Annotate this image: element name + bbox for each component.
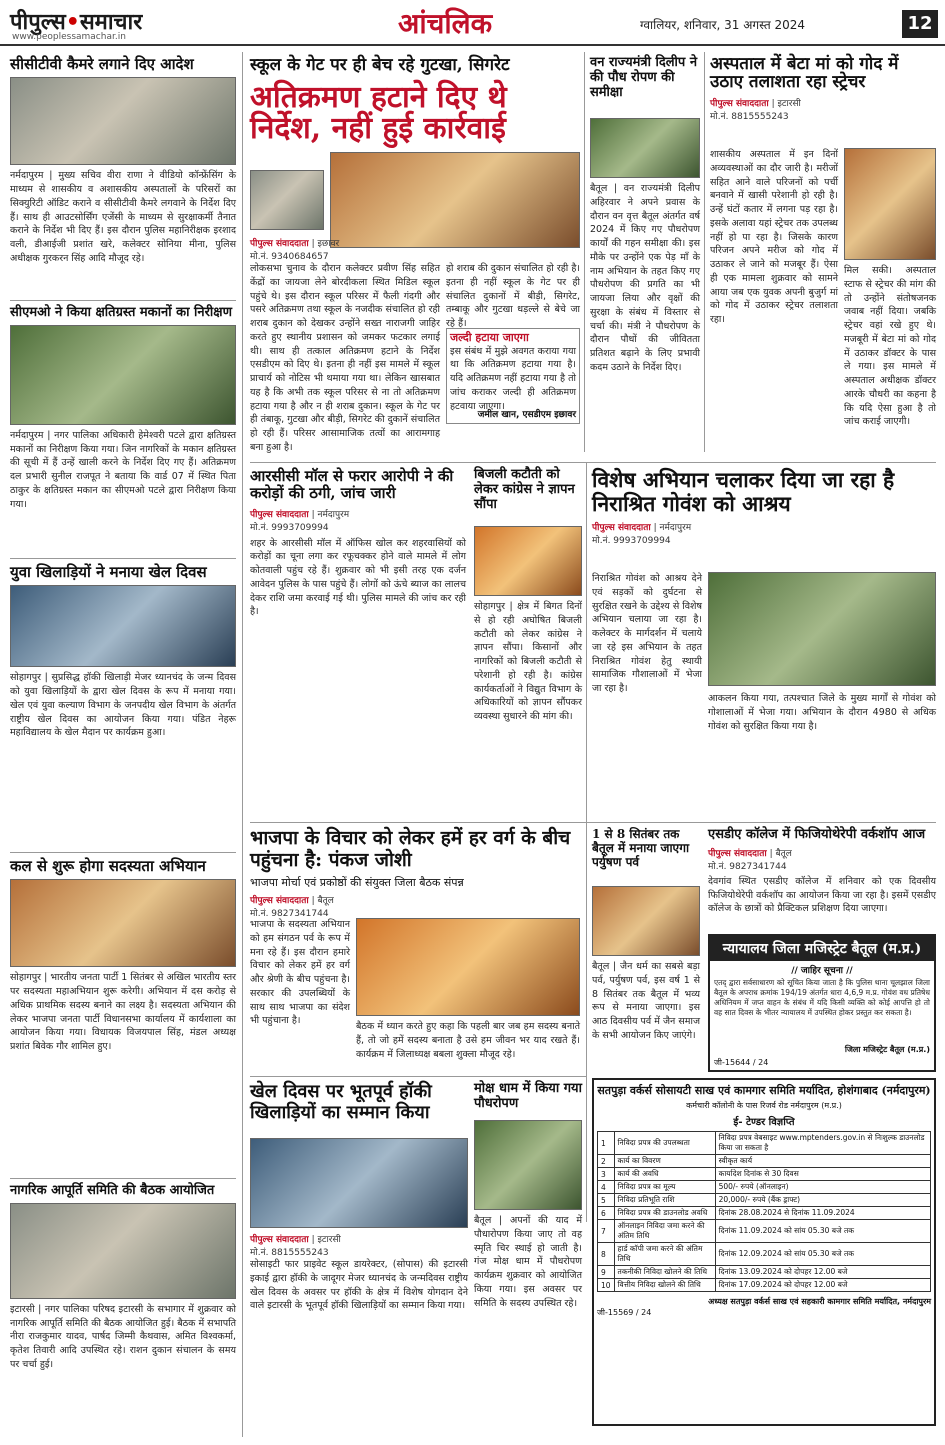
- story-moksh-dham: [474, 1082, 582, 1112]
- story-bjp-pankaj-joshi: [250, 828, 580, 919]
- story-body: सोहागपुर | क्षेत्र में बिगत दिनों से हो रही अघोषित बिजली कटौती को लेकर कांग्रेस ने ज्ञापन सौंपा। किसानों और नागरिकों को बिजली कटौती से परेशानी हो रही है। कांग्रेस कार्यकर्ताओं ने विद्युत विभाग के अधिकारियों को ज्ञापन सौंपकर व्यवस्था सुधारने की मांग की।: [474, 601, 582, 723]
- story-body: शहर के आरसीसी मॉल में ऑफिस खोल कर शहरवासियों को करोड़ों का चूना लगा कर रफूचक्कर होने वाले मामले में लोग कोतवाली पहुंच रहे हैं। शुक्रवार को भी इसी तरह एक दर्जन आवेदन पुलिस के पास पहुंचे हैं। लोगों को ऊंचे ब्याज का लालच देकर राशि जमा करवाई गई थी। पुलिस मामले की जांच कर रही है।: [250, 537, 466, 618]
- headline: युवा खिलाड़ियों ने मनाया खेल दिवस: [10, 563, 207, 581]
- tender-cell: 1: [598, 1132, 615, 1155]
- court-notice: [708, 934, 936, 1072]
- subheadline: भाजपा मोर्चा एवं प्रकोष्ठों की संयुक्त जिला बैठक संपन्न: [250, 875, 464, 889]
- column-rule: [242, 52, 243, 1437]
- headline: बिजली कटौती को लेकर कांग्रेस ने ज्ञापन सौंपा: [474, 467, 575, 512]
- headline: एसडीए कॉलेज में फिजियोथेरेपी वर्कशॉप आज: [708, 827, 926, 842]
- dateline: ग्वालियर, शनिवार, 31 अगस्त 2024: [640, 18, 806, 32]
- photo-minister: [590, 118, 700, 178]
- notice-subtitle: // जाहिर सूचना //: [791, 966, 853, 976]
- story-sports-day: [10, 564, 236, 831]
- tender-cell: 10: [598, 1279, 615, 1292]
- page-number: 12: [902, 10, 938, 38]
- photo-bjp-stage: [356, 918, 580, 1016]
- masthead: [0, 0, 945, 46]
- notice-ref: जी-15644 / 24: [714, 1058, 769, 1067]
- tender-notice: [592, 1078, 936, 1426]
- divider: [10, 558, 236, 559]
- byline: पीपुल्स संवाददाता | नर्मदापुरम मो.नं. 9993709994: [250, 509, 350, 533]
- quote-headline: जल्दी हटाया जाएगा: [450, 331, 529, 344]
- photo-hockey-team: [250, 1138, 468, 1228]
- divider: [250, 822, 936, 823]
- story-body: शासकीय अस्पताल में इन दिनों अव्यवस्थाओं का दौर जारी है। मरीजों सहित आने वाले परिजनों को पर्ची बनवाने में खासी परेशानी हो रही है। उन्हें घंटों कतार में लगना पड़ रहा है। इसके अलावा यहां स्ट्रेचर तक उपलब्ध नहीं हो पा रहा है। जिसके कारण परिजन अपने मरीज को गोद में उठाकर ले जाने को मजबूर हैं। ऐसा ही एक मामला शुक्रवार को सामने आया जब एक युवक अपनी बुजुर्ग मां को गोद में उठाकर स्ट्रेचर तलाशता रहा।: [710, 149, 838, 326]
- tender-cell: कार्य का विवरण: [614, 1155, 715, 1168]
- story-rcc-mall-fraud: [250, 468, 466, 777]
- notice-signature: जिला मजिस्ट्रेट बैतूल (म.प्र.): [844, 1045, 930, 1054]
- photo-son-carrying-mother: [844, 148, 936, 260]
- tender-cell: 7: [598, 1220, 615, 1243]
- byline: पीपुल्स संवाददाता | बैतूल मो.नं. 9827341744: [708, 848, 792, 872]
- tender-cell: 500/- रुपये (ऑनलाइन): [715, 1181, 930, 1194]
- tender-notice-type: ई- टेण्डर विज्ञप्ति: [733, 1117, 795, 1128]
- photo-congress-memo: [474, 526, 582, 596]
- story-body-continued: मिल सकी। अस्पताल स्टाफ से स्ट्रेचर की मांग की तो उन्होंने संतोषजनक जवाब नहीं दिया। जबकि स्ट्रेचर वहां रखे हुए थे। मजबूरी में बेटा मां को गोद में उठाकर डॉक्टर के पास ले गया। इस मामले में अस्पताल अधीक्षक डॉक्टर आरके चौधरी का कहना है कि यदि ऐसा हुआ है तो जांच कराई जाएगी।: [844, 265, 936, 428]
- headline: आरसीसी मॉल से फरार आरोपी ने की करोड़ों की ठगी, जांच जारी: [250, 467, 454, 503]
- story-membership: [10, 858, 236, 1167]
- tender-cell: 20,000/- रुपये (बैंक ड्राफ्ट): [715, 1194, 930, 1207]
- tender-cell: 8: [598, 1243, 615, 1266]
- headline: कल से शुरू होगा सदस्यता अभियान: [10, 857, 206, 875]
- story-body: नर्मदापुरम | नगर पालिका अधिकारी हेमेश्वरी पटले द्वारा क्षतिग्रस्त मकानों का निरीक्षण किया गया। जिन नागरिकों के मकान क्षतिग्रस्त की सूची में हैं उन्हें खाली करने के निर्देश दिए गए हैं। अतिक्रमण दल प्रभारी सुनील राजपूत ने बताया कि वार्ड 07 में स्थित पिता ठाकुर के क्षतिग्रस्त मकान का सीएमओ पटले द्वारा निरीक्षण किया गया।: [10, 429, 236, 510]
- tender-row: [598, 1168, 931, 1181]
- divider: [10, 852, 236, 853]
- lead-headline: अतिक्रमण हटाने दिए थे निर्देश, नहीं हुई कार्रवाई: [250, 79, 507, 147]
- tender-address: कर्मचारी कॉलोनी के पास रिजर्व रोड नर्मदापुरम (म.प्र.): [686, 1101, 842, 1110]
- byline: पीपुल्स संवाददाता | इटारसी मो.नं. 8815555243: [250, 1235, 341, 1258]
- tender-row: [598, 1243, 931, 1266]
- story-body: बैतूल | जैन धर्म का सबसे बड़ा पर्व, पर्युषण पर्व, इस वर्ष 1 से 8 सितंबर तक बैतूल में भव्य रूप से मनाया जाएगा। इस आठ दिवसीय पर्व में जैन समाज के सभी आयोजन किए जाएंगे।: [592, 961, 700, 1041]
- tender-cell: 6: [598, 1207, 615, 1220]
- tender-row: [598, 1220, 931, 1243]
- headline: 1 से 8 सितंबर तक बैतूल में मनाया जाएगा पर्युषण पर्व: [592, 827, 690, 869]
- story-body: सोहागपुर | भारतीय जनता पार्टी 1 सितंबर से अखिल भारतीय स्तर पर सदस्यता महाअभियान शुरू करेगी। अभियान में दस करोड़ से अधिक प्राथमिक सदस्य बनाने का लक्ष्य है। सदस्यता अभियान की लेकर भाजपा जनता पार्टी विधानसभा कार्यालय में कार्यशाला का आयोजन किया गया। विधायक विजयपाल सिंह, मंडल अध्यक्ष प्रशांत बिवेक गौर शामिल हुए।: [10, 972, 236, 1053]
- headline: वन राज्यमंत्री दिलीप ने की पौध रोपण की समीक्षा: [590, 55, 698, 100]
- tender-cell: दिनांक 17.09.2024 को दोपहर 12.00 बजे: [715, 1279, 930, 1292]
- kicker: स्कूल के गेट पर ही बेच रहे गुटखा, सिगरेट: [250, 55, 510, 75]
- column-rule: [586, 462, 587, 822]
- photo-jain-event: [592, 886, 700, 956]
- story-hockey-honor: [250, 1082, 468, 1123]
- story-body: इटारसी | नगर पालिका परिषद इटारसी के सभागार में शुक्रवार को नागरिक आपूर्ति समिति की बैठक आयोजित हुई। बैठक में सभापति नीरा राजकुमार यादव, पार्षद जिम्मी कैथवास, अमित विश्वकर्मा, कृतेश तिवारी आदि उपस्थित रहे। राशन दुकान संचालन के समय पर चर्चा हुई।: [10, 1303, 236, 1370]
- tender-cell: 3: [598, 1168, 615, 1181]
- tender-row: [598, 1207, 931, 1220]
- tender-cell: निविदा प्रपत्र की डाउनलोड अवधि: [614, 1207, 715, 1220]
- headline: भाजपा के विचार को लेकर हमें हर वर्ग के बीच पहुंचना है: पंकज जोशी: [250, 827, 571, 871]
- story-body-continued: आकलन किया गया, तत्पश्चात जिले के मुख्य मार्गों से गोवंश को गोशालाओं में भेजा गया। अभियान के दौरान 4980 से अधिक गोवंश को सुरक्षित किया गया है।: [708, 693, 936, 732]
- divider: [250, 1076, 586, 1077]
- story-body: सोहागपुर | सुप्रसिद्ध हॉकी खिलाड़ी मेजर ध्यानचंद के जन्म दिवस को युवा खिलाड़ियों के द्वारा खेल दिवस के रूप में मनाया गया। खेल एवं युवा कल्याण विभाग के जनपदीय खेल विभाग के अंतर्गत राष्ट्रीय खेल दिवस का आयोजन किया गया। पंडित नेहरू महाविद्यालय के खेल मैदान पर कार्यक्रम हुआ।: [10, 672, 236, 739]
- tender-cell: दिनांक 12.09.2024 को सांय 05.30 बजे तक: [715, 1243, 930, 1266]
- headline: सीएमओ ने किया क्षतिग्रस्त मकानों का निरीक्षण: [10, 305, 232, 320]
- headline: अस्पताल में बेटा मां को गोद में उठाए तलाशता रहा स्ट्रेचर: [710, 54, 899, 92]
- photo-plantation: [474, 1120, 582, 1210]
- tender-cell: 2: [598, 1155, 615, 1168]
- photo-committee: [10, 1203, 236, 1299]
- tender-cell: कार्य की अवधि: [614, 1168, 715, 1181]
- tender-cell: हार्ड कॉपी जमा करने की अंतिम तिथि: [614, 1243, 715, 1266]
- tender-row: [598, 1155, 931, 1168]
- story-power-cut-memo: [474, 468, 582, 513]
- story-plantation-review: [590, 56, 700, 101]
- story-body: भाजपा के सदस्यता अभियान को हम संगठन पर्व के रूप में मना रहे हैं। इस दौरान हमारे विचार को लेकर हमें हर वर्ग और श्रेणी के बीच पहुंचना है। सरकार की उपलब्धियों के साथ साथ भाजपा का संदेश भी पहुंचाना है।: [250, 919, 350, 1027]
- photo-meeting: [10, 77, 236, 165]
- photo-school-gate: [330, 152, 580, 248]
- tender-cell: 4: [598, 1181, 615, 1194]
- story-cctv: [10, 56, 236, 307]
- story-body: नर्मदापुरम | मुख्य सचिव वीरा राणा ने वीडियो कॉन्फ्रेंसिंग के माध्यम से शासकीय व अशासकीय अस्पतालों के परिसरों का सिक्युरिटी ऑडिट कराने व सीसीटीवी कैमरे लगवाने के निर्देश दिए हैं। साथ ही आउटसोर्सिंग एजेंसी के माध्यम से सुरक्षाकर्मी तैनात कराने के निर्देश भी दिए हैं। इस दौरान पुलिस महानिरीक्षक इरशाद वली, डीआईजी प्रशांत खरे, कलेक्टर सोनिया मीना, पुलिस अधीक्षक गुरकरन सिंह आदि मौजूद रहे।: [10, 170, 236, 264]
- story-hospital-stretcher: [710, 56, 936, 122]
- tender-table: [597, 1131, 931, 1292]
- tender-cell: 9: [598, 1266, 615, 1279]
- newspaper-logo: पीपुल्स•समाचार: [10, 10, 143, 35]
- tender-title: सतपुड़ा वर्कर्स सोसायटी साख एवं कामगार समिति मर्यादित, होशंगाबाद (नर्मदापुरम): [597, 1084, 931, 1097]
- byline: पीपुल्स संवाददाता | इछावर मो.नं. 9340684657: [250, 239, 340, 262]
- story-body: बैतूल | अपनों की याद में पौधारोपण किया जाए तो वह स्मृति चिर स्थाई हो जाती है। गंज मोक्ष धाम में पौधरोपण कार्यक्रम शुक्रवार को आयोजित किया गया। इस अवसर पर समिति के सदस्य उपस्थित रहे।: [474, 1215, 582, 1309]
- headline: सीसीटीवी कैमरे लगाने दिए आदेश: [10, 55, 194, 73]
- headline: मोक्ष धाम में किया गया पौधरोपण: [474, 1081, 582, 1111]
- tender-cell: दिनांक 11.09.2024 को सांय 05.30 बजे तक: [715, 1220, 930, 1243]
- byline: पीपुल्स संवाददाता | नर्मदापुरम मो.नं. 9993709994: [592, 523, 692, 547]
- photo-reporter-inset: [250, 170, 324, 230]
- tender-row: [598, 1279, 931, 1292]
- section-title: आंचलिक: [398, 7, 493, 40]
- tender-cell: वित्तीय निविदा खोलने की तिथि: [614, 1279, 715, 1292]
- tender-cell: 5: [598, 1194, 615, 1207]
- column-rule: [584, 52, 585, 452]
- story-body-continued: हो शराब की दुकान संचालित हो रही है। इतना ही नहीं स्कूल के गेट पर ही संचालित दुकानों में बीड़ी, सिगरेट, तम्बाकू और गुटखा धड़ल्ले से बेचे जा रहे हैं।: [446, 263, 580, 330]
- tender-cell: स्वीकृत कार्य: [715, 1155, 930, 1168]
- website-url: www.peoplessamachar.in: [12, 32, 126, 42]
- headline: नागरिक आपूर्ति समिति की बैठक आयोजित: [10, 1183, 215, 1198]
- divider: [250, 462, 936, 463]
- story-body: बैतूल | वन राज्यमंत्री दिलीप अहिरवार ने अपने प्रवास के दौरान वन वृत्त बैतूल अंतर्गत वर्ष 2024 में किए गए पौधरोपण कार्यों की गहन समीक्षा की। इस मौके पर उन्होंने एक पेड़ माँ के नाम अभियान के तहत किए गए पौधरोपण की प्रगति का भी जायजा लिया और वृक्षों की सुरक्षा के संबंध में विस्तार से चर्चा की। मंत्री ने पौधरोपण के दौरान पौधों की जीवितता प्रतिशत बढ़ाने के लिए प्रभावी कदम उठाने के निर्देश दिए।: [590, 183, 700, 373]
- tender-cell: दिनांक 28.08.2024 से दिनांक 11.09.2024: [715, 1207, 930, 1220]
- story-cow-shelter: [592, 468, 936, 546]
- tender-cell: कार्यादेश दिनांक से 30 दिवस: [715, 1168, 930, 1181]
- tender-cell: निविदा प्रतिभूति राशि: [614, 1194, 715, 1207]
- tender-cell: दिनांक 13.09.2024 को दोपहर 12.00 बजे: [715, 1266, 930, 1279]
- notice-body: एतद् द्वारा सर्वसाधारण को सूचित किया जाता है कि पुलिस थाना चूलझाल जिला बैतूल के अपराध क्रमांक 194/19 अंतर्गत धारा 4,6,9 म.प्र. गोवंश वध प्रतिषेध अधिनियम में जप्त वाहन के संबंध में यदि किसी व्यक्ति को कोई आपत्ति हो तो वह सात दिवस के भीतर न्यायालय में उपस्थित होकर प्रस्तुत कर सकता है।: [714, 978, 930, 1018]
- column-rule: [704, 52, 705, 452]
- quote-body: इस संबंध में मुझे अवगत कराया गया था कि अतिक्रमण हटाया गया है। यदि अतिक्रमण नहीं हटाया गया है तो जांच कराकर जल्दी ही अतिक्रमण हटवाया जाएगा।: [450, 345, 576, 412]
- tender-cell: ऑनलाइन निविदा जमा करने की अंतिम तिथि: [614, 1220, 715, 1243]
- photo-inspection: [10, 325, 236, 425]
- story-body: लोकसभा चुनाव के दौरान कलेक्टर प्रवीण सिंह सहित केंद्रों का जायजा लेने बोरदीकला स्थित मिडिल स्कूल पहुंचे थे। इस दौरान स्कूल परिसर में फैली गंदगी और पसरे अतिक्रमण तथा स्कूल के नजदीक संचालित हो रही शराब दुकान को देखकर उन्होंने सख्त नाराजगी जाहिर करते हुए स्थानीय प्रशासन को जमकर फटकार लगाई थी। साथ ही तत्काल अतिक्रमण हटाने के निर्देश एसडीएम को दिए थे। इतना ही नहीं इस मामले में स्कूल प्राचार्य को नोटिस भी थमाया गया था। लेकिन खासबात यह है कि अभी तक स्कूल परिसर से ना तो अतिक्रमण हटाया गया है और न ही शराब दुकान। स्कूल के गेट पर ही तंबाकू, गुटखा और बीड़ी, सिगरेट की दुकानें संचालित हो रही हैं। परिसर आसामाजिक तत्वों का आरामगाह बना हुआ है।: [250, 263, 440, 453]
- tender-row: [598, 1132, 931, 1155]
- byline: पीपुल्स संवाददाता | बैतूल मो.नं. 9827341744: [250, 895, 334, 919]
- notice-title: न्यायालय जिला मजिस्ट्रेट बैतूल (म.प्र.): [710, 936, 934, 961]
- column-rule: [586, 822, 587, 1222]
- story-body: सोसाइटी फार प्राइवेट स्कूल डायरेक्टर, (सोपास) की इटारसी इकाई द्वारा हॉकी के जादूगर मेजर ध्यानचंद के जन्मदिवस राष्ट्रीय खेल दिवस के अवसर पर हॉकी के क्षेत्र में विशेष योगदान देने वाले इटारसी के भूतपूर्व हॉकी खिलाड़ियों का सम्मान किया गया।: [250, 1259, 468, 1312]
- divider: [10, 300, 236, 301]
- story-paryushan: [592, 828, 700, 869]
- tender-row: [598, 1266, 931, 1279]
- tender-cell: निविदा प्रपत्र वेबसाइट www.mptenders.gov.in से निःशुल्क डाउनलोड किया जा सकता है: [715, 1132, 930, 1155]
- story-encroachment: [250, 56, 580, 145]
- photo-players: [10, 585, 236, 667]
- tender-ref: जी-15569 / 24: [597, 1308, 652, 1317]
- byline: पीपुल्स संवाददाता | इटारसी मो.नं. 8815555243: [710, 98, 801, 122]
- photo-bjp-meeting: [10, 879, 236, 967]
- story-cmo-inspection: [10, 306, 236, 541]
- tender-row: [598, 1181, 931, 1194]
- tender-signature: अध्यक्ष सतपुड़ा वर्कर्स साख एवं सहकारी कामगार समिति मर्यादित, नर्मदापुरम: [708, 1297, 931, 1306]
- headline: खेल दिवस पर भूतपूर्व हॉकी खिलाड़ियों का सम्मान किया: [250, 1081, 432, 1123]
- quote-signature: जमील खान, एसडीएम इछावर: [477, 409, 576, 420]
- story-civil-supply: [10, 1184, 236, 1437]
- story-body-continued: बैठक में ध्यान करते हुए कहा कि पहली बार जब हम सदस्य बनाते हैं, तो जो हमें सदस्य बनाता है उसे हम जीवन भर याद रखते हैं। कार्यक्रम में जिलाध्यक्ष बबला शुक्ला मौजूद रहे।: [356, 1021, 580, 1060]
- tender-row: [598, 1194, 931, 1207]
- tender-cell: तकनीकी निविदा खोलने की तिथि: [614, 1266, 715, 1279]
- divider: [10, 1178, 236, 1179]
- story-body: देवगांव स्थित एसडीए कॉलेज में शनिवार को एक दिवसीय फिजियोथेरेपी वर्कशॉप का आयोजन किया जा रहा है। इसमें एसडीए कॉलेज के छात्रों को प्रैक्टिकल प्रशिक्षण दिया जाएगा।: [708, 875, 936, 915]
- headline: विशेष अभियान चलाकर दिया जा रहा है निराश्रित गोवंश को आश्रय: [592, 467, 895, 517]
- quote-box: [446, 328, 580, 424]
- story-body: निराश्रित गोवंश को आश्रय देने एवं सड़कों को दुर्घटना से सुरक्षित रखने के उद्देश्य से विशेष अभियान चलाया जा रहा है। कलेक्टर के मार्गदर्शन में चलाये जा रहे इस अभियान के तहत निराश्रित गोवंश हेतु स्थायी सामाजिक गौशालाओं में भेजा जा रहा है।: [592, 573, 702, 695]
- photo-cattle: [708, 572, 936, 686]
- tender-cell: निविदा प्रपत्र की उपलब्धता: [614, 1132, 715, 1155]
- tender-cell: निविदा प्रपत्र का मूल्य: [614, 1181, 715, 1194]
